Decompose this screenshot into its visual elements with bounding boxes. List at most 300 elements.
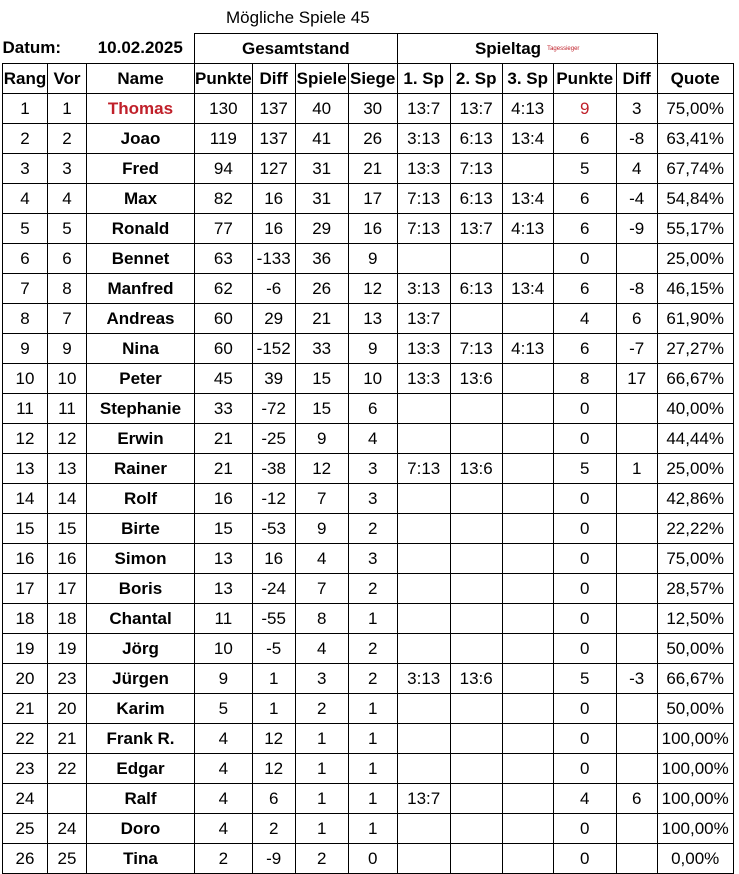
header-siege: Siege [348,64,397,94]
header-punkte: Punkte [195,64,253,94]
cell-sp1: 13:3 [397,154,450,184]
column-header-row [3,64,734,94]
cell-name: Stephanie [87,394,195,424]
cell-diff: 39 [252,364,295,394]
cell-siege: 1 [348,604,397,634]
cell-vor: 6 [48,244,87,274]
cell-tp: 0 [553,394,616,424]
cell-name: Rainer [87,454,195,484]
table-row [3,304,734,334]
cell-td: -8 [616,124,657,154]
cell-quote: 100,00% [657,784,733,814]
cell-td [616,724,657,754]
cell-tp: 0 [553,424,616,454]
cell-vor: 2 [48,124,87,154]
cell-quote: 50,00% [657,634,733,664]
cell-sp2: 6:13 [450,124,502,154]
cell-vor: 17 [48,574,87,604]
cell-td: -4 [616,184,657,214]
cell-tp: 0 [553,694,616,724]
cell-name: Rolf [87,484,195,514]
empty-cell [657,34,733,64]
cell-name: Ronald [87,214,195,244]
header-sp3: 3. Sp [502,64,553,94]
cell-punkte: 63 [195,244,253,274]
cell-td: 4 [616,154,657,184]
cell-siege: 9 [348,334,397,364]
table-row [3,124,734,154]
cell-siege: 16 [348,214,397,244]
standings-table [2,33,734,874]
cell-sp3 [502,454,553,484]
table-row [3,244,734,274]
cell-td [616,574,657,604]
cell-rang: 5 [3,214,48,244]
cell-spiele: 4 [295,634,348,664]
cell-vor [48,784,87,814]
cell-vor: 25 [48,844,87,874]
cell-sp3: 4:13 [502,334,553,364]
cell-td: 6 [616,304,657,334]
datum-value: 10.02.2025 [97,38,183,58]
cell-siege: 1 [348,754,397,784]
cell-siege: 2 [348,514,397,544]
cell-vor: 8 [48,274,87,304]
cell-sp3 [502,664,553,694]
cell-spiele: 2 [295,694,348,724]
cell-sp1: 7:13 [397,454,450,484]
cell-diff: 16 [252,184,295,214]
cell-name: Nina [87,334,195,364]
cell-sp3 [502,364,553,394]
cell-rang: 14 [3,484,48,514]
cell-diff: -6 [252,274,295,304]
table-row [3,574,734,604]
cell-diff: -72 [252,394,295,424]
cell-punkte: 4 [195,784,253,814]
cell-vor: 7 [48,304,87,334]
cell-tp: 0 [553,814,616,844]
cell-siege: 13 [348,304,397,334]
cell-td [616,604,657,634]
cell-sp1: 3:13 [397,124,450,154]
cell-quote: 66,67% [657,664,733,694]
cell-vor: 4 [48,184,87,214]
cell-punkte: 13 [195,544,253,574]
cell-quote: 46,15% [657,274,733,304]
cell-siege: 0 [348,844,397,874]
cell-rang: 7 [3,274,48,304]
cell-siege: 30 [348,94,397,124]
cell-td [616,514,657,544]
cell-tp: 6 [553,274,616,304]
cell-diff: -9 [252,844,295,874]
cell-sp2 [450,484,502,514]
cell-sp3 [502,784,553,814]
cell-tp: 5 [553,154,616,184]
cell-name: Joao [87,124,195,154]
cell-rang: 16 [3,544,48,574]
cell-rang: 6 [3,244,48,274]
cell-sp2: 13:7 [450,214,502,244]
super-header-row [3,34,734,64]
cell-td [616,544,657,574]
cell-spiele: 1 [295,814,348,844]
cell-siege: 1 [348,784,397,814]
cell-punkte: 5 [195,694,253,724]
cell-diff: 2 [252,814,295,844]
cell-spiele: 33 [295,334,348,364]
cell-sp1: 13:7 [397,784,450,814]
cell-sp2 [450,544,502,574]
cell-spiele: 21 [295,304,348,334]
header-name: Name [87,64,195,94]
cell-sp3 [502,514,553,544]
table-row [3,94,734,124]
cell-siege: 3 [348,484,397,514]
header-vor: Vor [48,64,87,94]
cell-punkte: 77 [195,214,253,244]
cell-sp2: 6:13 [450,184,502,214]
header-tages-punkte: Punkte [553,64,616,94]
cell-sp2 [450,634,502,664]
cell-name: Frank R. [87,724,195,754]
cell-tp: 0 [553,244,616,274]
cell-sp1 [397,694,450,724]
cell-tp: 4 [553,304,616,334]
spieltag-label: Spieltag [474,38,542,58]
cell-rang: 26 [3,844,48,874]
cell-sp3 [502,724,553,754]
cell-td [616,634,657,664]
cell-siege: 1 [348,694,397,724]
cell-tp: 9 [553,94,616,124]
cell-sp3: 4:13 [502,94,553,124]
cell-sp1 [397,634,450,664]
cell-quote: 61,90% [657,304,733,334]
cell-name: Erwin [87,424,195,454]
cell-spiele: 12 [295,454,348,484]
cell-sp2 [450,244,502,274]
standings-rows [3,94,734,874]
cell-siege: 10 [348,364,397,394]
cell-quote: 100,00% [657,814,733,844]
cell-spiele: 1 [295,784,348,814]
cell-tp: 6 [553,214,616,244]
cell-quote: 12,50% [657,604,733,634]
header-spiele: Spiele [295,64,348,94]
cell-vor: 3 [48,154,87,184]
cell-sp3 [502,424,553,454]
cell-siege: 1 [348,724,397,754]
cell-punkte: 33 [195,394,253,424]
header-quote: Quote [657,64,733,94]
cell-sp3 [502,304,553,334]
cell-td: 17 [616,364,657,394]
cell-tp: 0 [553,604,616,634]
cell-punkte: 94 [195,154,253,184]
cell-quote: 25,00% [657,244,733,274]
cell-punkte: 119 [195,124,253,154]
cell-sp1 [397,814,450,844]
cell-tp: 6 [553,184,616,214]
cell-punkte: 2 [195,844,253,874]
table-row [3,664,734,694]
cell-sp2 [450,754,502,784]
cell-tp: 0 [553,514,616,544]
cell-siege: 2 [348,664,397,694]
cell-rang: 9 [3,334,48,364]
group-spieltag [397,34,657,64]
cell-diff: -53 [252,514,295,544]
cell-sp1: 3:13 [397,274,450,304]
cell-td [616,844,657,874]
cell-rang: 18 [3,604,48,634]
cell-quote: 54,84% [657,184,733,214]
header-sp2: 2. Sp [450,64,502,94]
cell-rang: 22 [3,724,48,754]
cell-sp2 [450,814,502,844]
cell-sp3 [502,244,553,274]
table-row [3,514,734,544]
cell-name: Boris [87,574,195,604]
cell-sp3: 13:4 [502,124,553,154]
cell-td [616,814,657,844]
cell-sp3 [502,544,553,574]
cell-sp1 [397,514,450,544]
cell-punkte: 60 [195,334,253,364]
cell-sp2: 13:6 [450,364,502,394]
cell-diff: 29 [252,304,295,334]
cell-tp: 0 [553,844,616,874]
cell-sp3 [502,484,553,514]
cell-sp1 [397,844,450,874]
cell-rang: 1 [3,94,48,124]
cell-quote: 50,00% [657,694,733,724]
table-row [3,424,734,454]
cell-rang: 17 [3,574,48,604]
cell-spiele: 26 [295,274,348,304]
cell-quote: 67,74% [657,154,733,184]
cell-vor: 1 [48,94,87,124]
cell-siege: 21 [348,154,397,184]
cell-sp1 [397,484,450,514]
cell-vor: 23 [48,664,87,694]
cell-quote: 100,00% [657,724,733,754]
cell-punkte: 15 [195,514,253,544]
cell-vor: 24 [48,814,87,844]
cell-sp3 [502,754,553,784]
cell-siege: 17 [348,184,397,214]
cell-sp3: 13:4 [502,274,553,304]
cell-punkte: 60 [195,304,253,334]
table-row [3,604,734,634]
cell-vor: 11 [48,394,87,424]
table-row [3,814,734,844]
cell-sp2 [450,604,502,634]
cell-spiele: 40 [295,94,348,124]
cell-sp3 [502,394,553,424]
cell-sp1: 3:13 [397,664,450,694]
cell-diff: -25 [252,424,295,454]
cell-vor: 13 [48,454,87,484]
cell-spiele: 15 [295,364,348,394]
cell-sp2 [450,724,502,754]
cell-quote: 75,00% [657,94,733,124]
cell-diff: 6 [252,784,295,814]
cell-sp3 [502,844,553,874]
cell-vor: 20 [48,694,87,724]
cell-tp: 8 [553,364,616,394]
cell-td [616,244,657,274]
cell-punkte: 130 [195,94,253,124]
cell-siege: 12 [348,274,397,304]
cell-tp: 5 [553,664,616,694]
cell-spiele: 29 [295,214,348,244]
cell-rang: 19 [3,634,48,664]
table-row [3,544,734,574]
cell-rang: 12 [3,424,48,454]
cell-sp2 [450,394,502,424]
cell-punkte: 62 [195,274,253,304]
cell-tp: 0 [553,544,616,574]
cell-diff: 127 [252,154,295,184]
cell-sp2 [450,304,502,334]
cell-rang: 21 [3,694,48,724]
table-row [3,754,734,784]
group-gesamtstand: Gesamtstand [195,34,398,64]
cell-rang: 10 [3,364,48,394]
cell-vor: 10 [48,364,87,394]
cell-sp1: 13:3 [397,334,450,364]
cell-rang: 20 [3,664,48,694]
cell-rang: 3 [3,154,48,184]
cell-name: Thomas [87,94,195,124]
cell-diff: -12 [252,484,295,514]
cell-name: Bennet [87,244,195,274]
cell-sp1 [397,724,450,754]
cell-siege: 6 [348,394,397,424]
cell-diff: -55 [252,604,295,634]
cell-td [616,754,657,784]
cell-sp1 [397,424,450,454]
cell-sp3 [502,154,553,184]
cell-vor: 22 [48,754,87,784]
cell-sp3 [502,814,553,844]
cell-name: Ralf [87,784,195,814]
cell-spiele: 8 [295,604,348,634]
cell-spiele: 36 [295,244,348,274]
header-rang: Rang [3,64,48,94]
cell-sp1: 13:7 [397,304,450,334]
table-row [3,214,734,244]
cell-sp3 [502,634,553,664]
cell-spiele: 3 [295,664,348,694]
table-row [3,334,734,364]
cell-name: Andreas [87,304,195,334]
cell-siege: 3 [348,544,397,574]
cell-diff: -133 [252,244,295,274]
header-tages-diff: Diff [616,64,657,94]
cell-td [616,694,657,724]
cell-quote: 63,41% [657,124,733,154]
cell-tp: 0 [553,484,616,514]
datum-label: Datum: [2,38,62,58]
table-row [3,484,734,514]
table-row [3,454,734,484]
cell-rang: 11 [3,394,48,424]
cell-sp1: 13:7 [397,94,450,124]
cell-td: -7 [616,334,657,364]
cell-name: Peter [87,364,195,394]
cell-quote: 28,57% [657,574,733,604]
cell-diff: 16 [252,544,295,574]
table-row [3,634,734,664]
table-row [3,274,734,304]
cell-siege: 1 [348,814,397,844]
cell-punkte: 82 [195,184,253,214]
table-row [3,784,734,814]
cell-spiele: 1 [295,724,348,754]
table-row [3,394,734,424]
cell-punkte: 13 [195,574,253,604]
cell-tp: 6 [553,334,616,364]
cell-td: 1 [616,454,657,484]
cell-spiele: 31 [295,154,348,184]
cell-td [616,424,657,454]
cell-spiele: 4 [295,544,348,574]
cell-td: -8 [616,274,657,304]
cell-punkte: 4 [195,814,253,844]
cell-td: -9 [616,214,657,244]
cell-diff: 1 [252,694,295,724]
cell-name: Chantal [87,604,195,634]
cell-sp1 [397,574,450,604]
cell-sp2 [450,574,502,604]
cell-tp: 4 [553,784,616,814]
cell-diff: -5 [252,634,295,664]
cell-sp3: 4:13 [502,214,553,244]
cell-quote: 75,00% [657,544,733,574]
cell-rang: 23 [3,754,48,784]
cell-quote: 44,44% [657,424,733,454]
cell-tp: 0 [553,574,616,604]
cell-sp2 [450,424,502,454]
cell-spiele: 2 [295,844,348,874]
cell-vor: 14 [48,484,87,514]
cell-sp1 [397,604,450,634]
cell-sp3 [502,694,553,724]
cell-sp2: 13:6 [450,454,502,484]
cell-siege: 2 [348,574,397,604]
cell-siege: 4 [348,424,397,454]
cell-quote: 100,00% [657,754,733,784]
cell-vor: 9 [48,334,87,364]
cell-punkte: 4 [195,724,253,754]
cell-name: Jörg [87,634,195,664]
cell-siege: 9 [348,244,397,274]
cell-name: Doro [87,814,195,844]
cell-quote: 0,00% [657,844,733,874]
cell-spiele: 9 [295,514,348,544]
cell-quote: 22,22% [657,514,733,544]
cell-rang: 13 [3,454,48,484]
cell-quote: 40,00% [657,394,733,424]
cell-vor: 12 [48,424,87,454]
cell-punkte: 10 [195,634,253,664]
cell-punkte: 16 [195,484,253,514]
cell-td: -3 [616,664,657,694]
